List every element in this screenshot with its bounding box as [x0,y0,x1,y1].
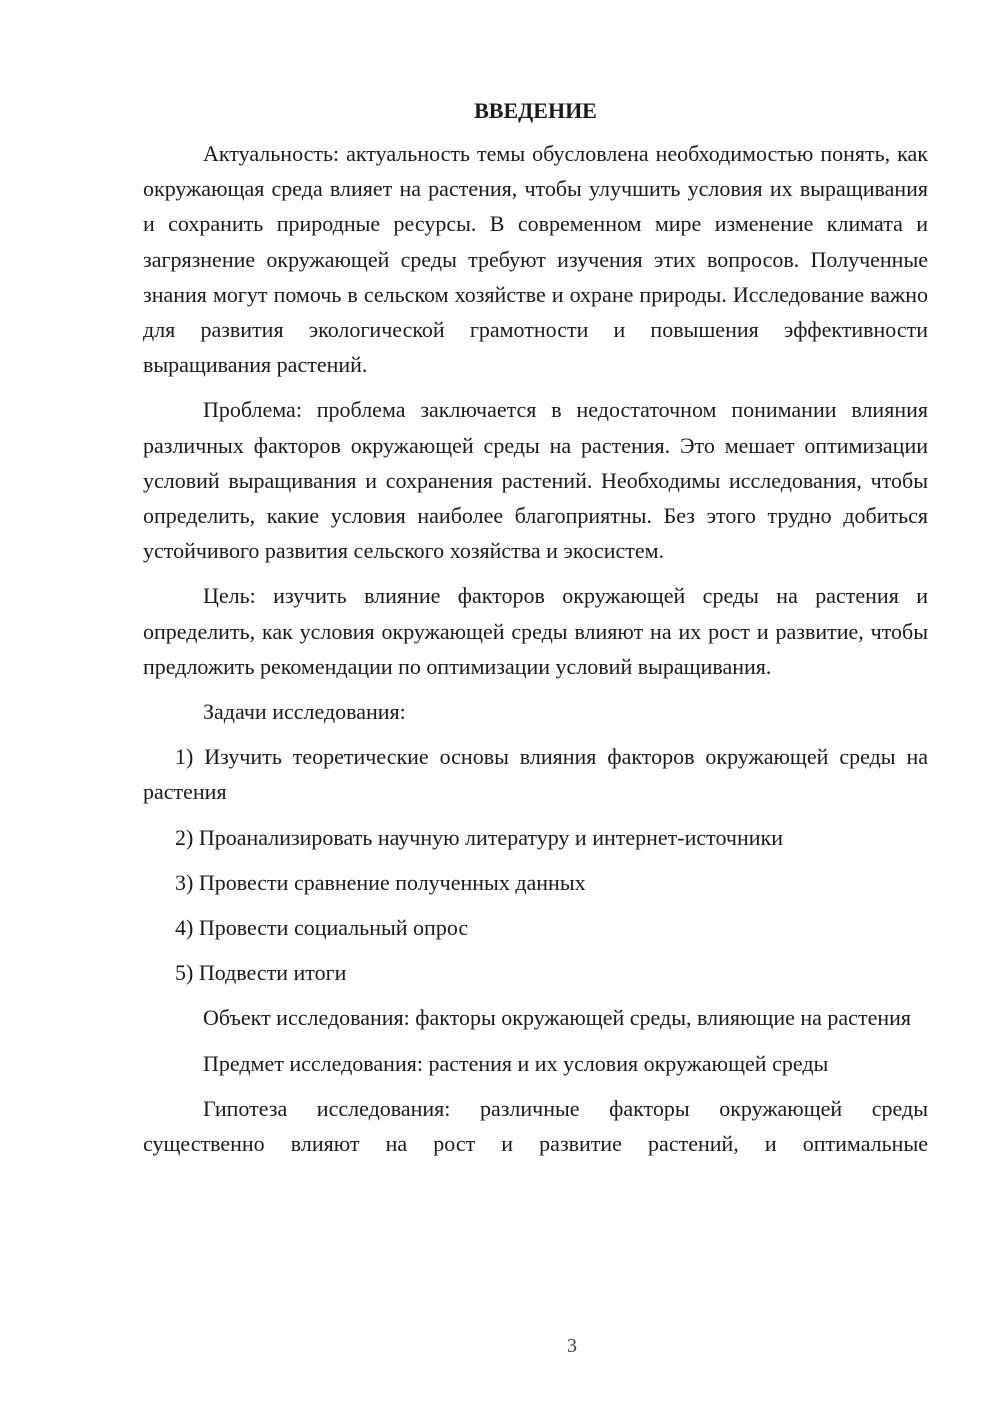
paragraph-hypothesis: Гипотеза исследования: различные факторы окружающей среды существенно влияют на рост и развитие растений, и оптимальные [143,1095,928,1157]
paragraph-subject: Предмет исследования: растения и их условия окружающей среды [203,1050,829,1076]
page-content [143,96,928,1171]
paragraph-relevance: Актуальность: актуальность темы обусловлена необходимостью понять, как окружающая среда влияет на растения, чтобы улучшить условия их выращивания и сохранить природные ресурсы. В современном мире изменение климата и загрязнение окружающей среды требуют изучения этих вопросов. Полученные знания могут помочь в сельском хозяйстве и охране природы. Исследование важно для развития экологической грамотности и повышения эффективности выращивания растений. [143,141,928,378]
task-item-3: 3) Провести сравнение полученных данных [175,869,586,895]
paragraph-object: Объект исследования: факторы окружающей среды, влияющие на растения [203,1005,911,1031]
task-item-1: 1) Изучить теоретические основы влияния факторов окружающей среды на растения [143,744,928,805]
task-item-4: 4) Провести социальный опрос [175,915,469,941]
task-item-2: 2) Проанализировать научную литературу и интернет-источники [175,824,783,850]
paragraph-goal: Цель: изучить влияние факторов окружающей среды на растения и определить, как условия окружающей среды влияют на их рост и развитие, чтобы предложить рекомендации по оптимизации условий выращивания. [143,583,928,679]
page-title: ВВЕДЕНИЕ [474,98,597,123]
page-number: 3 [567,1335,577,1357]
tasks-heading: Задачи исследования: [203,699,406,725]
paragraph-problem: Проблема: проблема заключается в недостаточном понимании влияния различных факторов окружающей среды на растения. Это мешает оптимизации условий выращивания и сохранения растений. Необходимы исследования, чтобы определить, какие условия наиболее благоприятны. Без этого трудно добиться устойчивого развития сельского хозяйства и экосистем. [143,397,928,564]
task-item-5: 5) Подвести итоги [175,960,347,986]
